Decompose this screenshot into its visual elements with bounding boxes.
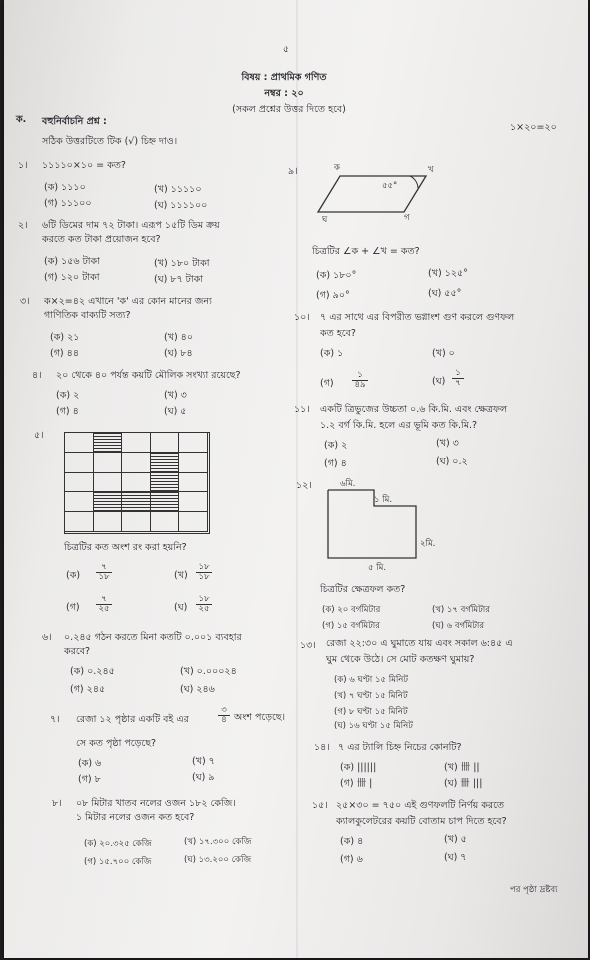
q3-option-a: (ক) ২১ [50,332,80,343]
q15-number: ১৫। [312,800,328,811]
q1-number: ১। [18,160,28,171]
q4-option-c: (গ) ৪ [56,406,79,417]
q3-option-b: (খ) ৪০ [164,332,194,343]
q9-option-c: (গ) ৯০° [316,290,350,301]
q3-number: ৩। [20,296,30,307]
q13-option-d: (ঘ) ১৬ ঘণ্টা ১৫ মিনিট [334,721,413,731]
q14-option-b: (খ) 卌 || [444,762,480,773]
q10-text-line2: কত হবে? [320,328,356,339]
q5-number: ৫। [34,430,44,441]
subject-title: বিষয় : প্রাথমিক গণিত [241,72,327,83]
q5-option-b: (খ) [174,570,188,581]
grid-cell [122,433,151,453]
grid-cell [179,492,208,512]
grid-cell [151,433,180,453]
q5-option-a: (ক) [66,570,81,581]
q9-angle-label: ৫৫° [382,181,398,191]
grid-cell [94,512,123,532]
q10-option-b: (খ) ০ [432,348,455,359]
q7-fraction: ৩ ৪ [218,706,230,725]
q2-text-line2: করতে কত টাকা প্রয়োজন হবে? [42,234,161,245]
grid-cell [179,433,208,453]
q5-option-d: (ঘ) [174,602,188,613]
q5-option-c-fraction: ৭ ২৫ [96,595,112,614]
q8-option-a: (ক) ২০.৩২৫ কেজি [84,839,152,849]
q15-option-b: (খ) ৫ [444,834,467,845]
q15-option-a: (ক) ৪ [340,836,364,847]
q10-option-c-fraction: ১ ৪৯ [352,371,368,390]
q1-option-a: (ক) ১১১০ [44,182,86,193]
q12-label-bottom: ৫ মি. [368,563,387,573]
q2-option-a: (ক) ১৫৬ টাকা [44,256,100,267]
q2-option-d: (ঘ) ৮৭ টাকা [154,274,203,285]
grid-cell [151,512,180,532]
q11-text-line2: ১.২ বর্গ কি.মি. হলে এর ভূমি কত কি.মি.? [320,420,478,431]
q9-vertex-ga: গ [404,213,410,223]
q2-text-line1: ৬টি ডিমের দাম ৭২ টাকা। এরূপ ১৫টি ডিম ক্রয় [42,220,220,231]
q7-option-b: (খ) ৭ [192,756,215,767]
section-label: ক. [16,114,27,125]
q13-text-line2: ঘুম থেকে উঠে। সে মোট কতক্ষণ ঘুমায়? [326,654,475,665]
q12-option-b: (খ) ১৭ বর্গমিটার [432,605,490,615]
q12-label-step: ১ মি. [374,495,393,505]
grid-cell [65,492,94,512]
q15-option-d: (ঘ) ৭ [444,852,467,863]
q11-option-d: (ঘ) ০.২ [436,456,468,467]
grid-cell [65,512,94,532]
grid-cell-shaded [94,492,123,512]
q8-option-d: (ঘ) ১৩.২০০ কেজি [184,855,252,865]
grid-cell [65,433,94,453]
grid-cell [94,453,123,473]
q13-option-c: (গ) ৮ ঘণ্টা ১৫ মিনিট [334,707,408,717]
q8-text-line1: ০৮ মিটার খাতব নলের ওজন ১৮২ কেজি। [76,798,236,809]
q3-text-line2: গাণিতিক বাক্যটি সত্য? [44,310,131,321]
q5-option-b-fraction: ১৮ ১৮ [196,563,212,582]
q9-option-b: (খ) ১২৫° [428,268,468,279]
q10-option-c: (গ) [320,378,334,389]
q1-option-b: (খ) ১১১১০ [154,184,202,195]
q10-option-a: (ক) ১ [320,348,344,359]
q14-option-a: (ক) |||||| [340,762,377,773]
q9-vertex-ka: ক [334,163,340,173]
q1-option-d: (ঘ) ১১১১০০ [154,200,208,211]
q12-option-a: (ক) ২০ বর্গমিটার [322,605,381,615]
q6-option-b: (খ) ০.০০০২৪ [180,666,237,677]
exam-paper [4,0,588,958]
q2-option-c: (গ) ১২০ টাকা [44,272,100,283]
grid-cell [122,473,151,493]
q6-option-c: (গ) ২৪৫ [70,684,106,695]
q1-text: ১১১১০×১০ = কত? [42,160,126,171]
q10-number: ১০। [294,312,310,323]
q9-text: চিত্রটির ∠ক + ∠খ = কত? [312,246,420,257]
q9-parallelogram-figure [314,160,438,222]
section-title: বহুনির্বাচনি প্রশ্ন : [42,116,107,127]
page-number: ৫ [282,44,290,55]
q6-option-a: (ক) ০.২৪৫ [70,666,115,677]
q13-number: ১৩। [300,640,316,651]
q7-text-line2: সে কত পৃষ্ঠা পড়েছে? [76,738,157,749]
grid-cell [65,473,94,493]
q4-text: ২০ থেকে ৪০ পর্যন্ত কয়টি মৌলিক সংখ্যা রয়েছে? [56,370,241,381]
section-score: ১×২০=২০ [510,122,557,133]
grid-cell [179,453,208,473]
q10-option-d-fraction: ১ ৭ [452,369,464,388]
section-direction: সঠিক উত্তরটিতে টিক (√) চিহ্ন দাও। [42,136,178,147]
fold-crease [296,0,298,958]
q5-text: চিত্রটির কত অংশ রং করা হয়নি? [64,542,187,553]
grid-cell [65,453,94,473]
q7-text-part1: রেজা ১২ পৃষ্ঠার একটি বই এর [76,714,189,725]
q11-text-line1: একটি ত্রিভুজের উচ্চতা ০.৬ কি.মি. এবং ক্ষেত্রফল [320,404,508,415]
q2-number: ২। [18,220,28,231]
q8-option-b: (খ) ১৭.৩০০ কেজি [184,837,252,847]
q1-option-c: (গ) ১১১০০ [44,198,92,209]
grid-cell [179,473,208,493]
q9-option-d: (ঘ) ৫৫° [428,288,462,299]
q11-number: ১১। [294,404,310,415]
q7-option-d: (ঘ) ৯ [192,772,215,783]
q9-number: ৯। [288,166,298,177]
q6-option-d: (ঘ) ২৪৬ [180,684,215,695]
instruction-line: (সকল প্রশ্নের উত্তর দিতে হবে) [232,104,346,115]
q7-option-a: (ক) ৬ [78,758,102,769]
q14-text: ৭ এর ট্যালি চিহ্ন নিচের কোনটি? [338,742,462,753]
q5-option-a-fraction: ৭ ১৮ [96,563,112,582]
q4-number: ৪। [32,370,42,381]
q7-option-c: (গ) ৮ [78,774,101,785]
q11-option-a: (ক) ২ [324,440,348,451]
q6-number: ৬। [42,632,52,643]
q5-option-d-fraction: ১৮ ২৫ [196,595,212,614]
q15-text-line2: ক্যালকুলেটরের কয়টি বোতাম চাপ দিতে হবে? [336,816,507,827]
q9-vertex-gha: ঘ [322,215,328,225]
grid-cell [122,512,151,532]
q5-grid-figure [64,432,210,534]
q15-text-line1: ২৫×৩০ = ৭৫০ এই গুণফলটি নির্ণয় করতে [336,800,505,811]
q3-option-c: (গ) ৪৪ [50,348,79,359]
q13-option-b: (খ) ৭ ঘণ্টা ১৫ মিনিট [334,691,408,701]
q4-option-d: (ঘ) ৫ [164,406,187,417]
q8-number: ৮। [52,798,62,809]
q5-option-c: (গ) [66,602,80,613]
q12-label-right: ২মি. [420,539,436,549]
grid-cell [179,512,208,532]
q6-text-line2: করবে? [64,646,91,657]
q12-option-d: (ঘ) ৬ বর্গমিটার [432,621,485,631]
q7-text-part2: অংশ পড়েছে। [234,712,285,723]
q14-option-d: (ঘ) 卌 ||| [444,778,483,789]
grid-cell [122,453,151,473]
q12-label-top: ৬মি. [340,479,356,489]
marks-line: নম্বর : ২০ [264,88,304,99]
q2-option-b: (খ) ১৮০ টাকা [154,258,210,269]
grid-cell-shaded [151,473,180,493]
grid-cell-shaded [94,433,123,453]
q11-option-b: (খ) ৩ [436,438,459,449]
q7-number: ৭। [50,714,60,725]
q4-option-a: (ক) ২ [56,390,80,401]
q4-option-b: (খ) ৩ [164,390,187,401]
q12-number: ১২। [296,480,312,491]
q8-option-c: (গ) ১৫.৭০০ কেজি [84,857,152,867]
grid-cell [94,473,123,493]
q10-text-line1: ৭ এর সাথে এর বিপরীত ভগ্নাংশ গুণ করলে গুণফল [320,312,515,323]
q9-vertex-kha: খ [428,165,434,175]
grid-cell-shaded [151,453,180,473]
q3-text-line1: ক×২=৪২ এখানে 'ক' এর কোন মানের জন্য [44,296,212,307]
q12-option-c: (গ) ১৫ বর্গমিটার [322,621,380,631]
q14-option-c: (গ) 卌 | [340,778,373,789]
q13-option-a: (ক) ৬ ঘণ্টা ১৫ মিনিট [334,675,408,685]
grid-cell-shaded [122,492,151,512]
q14-number: ১৪। [314,742,330,753]
q9-option-a: (ক) ১৮০° [316,270,357,281]
footer-next-page: পর পৃষ্ঠা দ্রষ্টব্য [510,885,558,895]
q12-text: চিত্রটির ক্ষেত্রফল কত? [320,584,406,595]
q11-option-c: (গ) ৪ [324,458,347,469]
q3-option-d: (ঘ) ৮৪ [164,348,193,359]
q15-option-c: (গ) ৬ [340,854,363,865]
q13-text-line1: রেজা ২২:৩০ এ ঘুমাতে যায় এবং সকাল ৬:৪৫ এ [326,638,513,649]
q10-option-d: (ঘ) [432,376,446,387]
q6-text-line1: ০.২৪৫ গঠন করতে মিনা কতটি ০.০০১ ব্যবহার [64,632,242,643]
q8-text-line2: ১ মিটার নলের ওজন কত হবে? [76,812,195,823]
grid-cell-shaded [151,492,180,512]
